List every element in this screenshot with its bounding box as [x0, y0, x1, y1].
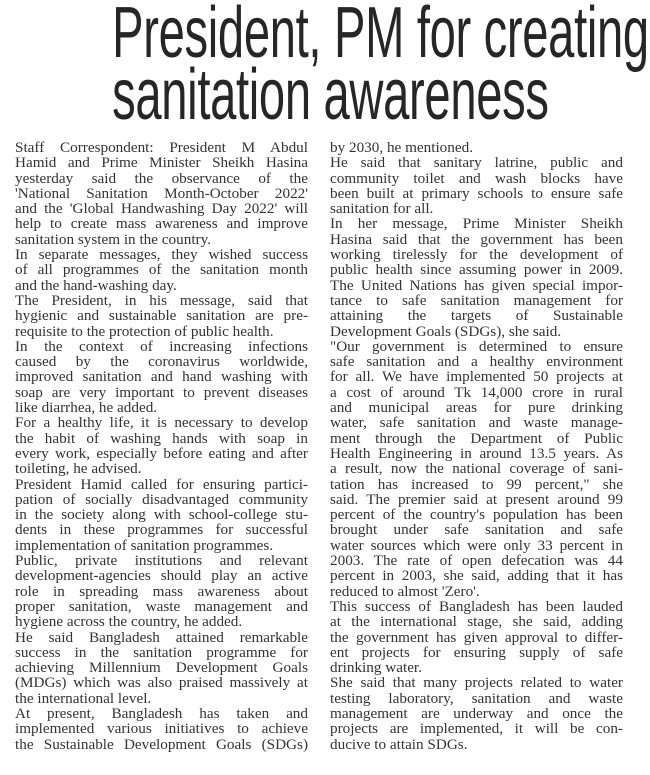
text-line: of all programmes of the sanitation month: [15, 261, 308, 279]
text-line: (MDGs) which was also praised massively at: [15, 674, 308, 692]
article-paragraph: [15, 553, 308, 629]
text-line: President Hamid called for ensuring partici-: [15, 475, 308, 493]
text-line: the habit of washing hands with soap in: [15, 429, 308, 447]
article-paragraph: [15, 293, 308, 339]
text-line: He said that sanitary latrine, public and: [330, 154, 623, 172]
text-line: tation has increased to 99 percent," she: [330, 475, 623, 493]
text-line: success in the sanitation programme for: [15, 643, 308, 661]
text-line: Health Engineering in around 13.5 years. As: [330, 444, 623, 462]
text-line: ducive to attain SDGs.: [330, 735, 468, 753]
article-headline: [0, 0, 650, 135]
text-line: In the context of increasing infections: [15, 337, 308, 355]
article-paragraph: [330, 216, 623, 338]
text-line: public health since assuming power in 2009.: [330, 261, 623, 279]
text-line: For a healthy life, it is necessary to develop: [15, 414, 308, 432]
article-paragraph: [15, 339, 308, 415]
text-line: for all. We have implemented 50 projects at: [330, 368, 623, 386]
article-paragraph: [15, 706, 308, 752]
text-line: safe sanitation and a healthy environment: [330, 353, 623, 371]
article-paragraph: [15, 415, 308, 476]
article-paragraph: [330, 599, 623, 675]
text-line: by 2030, he mentioned.: [330, 139, 473, 156]
text-line: implementation of sanitation programmes.: [15, 536, 274, 554]
text-line: ment through the Department of Public: [330, 429, 623, 447]
text-line: attaining the targets of Sustainable: [330, 307, 623, 325]
article-paragraph: [15, 140, 308, 247]
text-line: and the 'Global Handwashing Day 2022' will: [15, 200, 308, 218]
text-line: Public, private institutions and relevant: [15, 552, 308, 570]
text-line: Staff Correspondent: President M Abdul: [15, 139, 308, 156]
headline-line-2: sanitation awareness: [112, 55, 549, 135]
headline-line-1: President, PM for creating: [112, 0, 649, 73]
article-column-right: [330, 140, 623, 752]
text-line: percent of the country's population has been: [330, 506, 623, 524]
article-paragraph: [15, 630, 308, 706]
text-line: testing laboratory, sanitation and waste: [330, 689, 623, 707]
text-line: 2003. The rate of open defecation was 44: [330, 552, 623, 570]
text-line: improved sanitation and hand washing with: [15, 368, 308, 386]
text-line: soap are very important to prevent diseases: [15, 383, 308, 401]
text-line: Hamid and Prime Minister Sheikh Hasina: [15, 154, 308, 172]
text-line: sanitation for all.: [330, 200, 434, 218]
text-line: every work, especially before eating and after: [15, 444, 308, 462]
text-line: sanitation system in the country.: [15, 230, 211, 248]
text-line: at the international stage, she said, adding: [330, 613, 623, 631]
text-line: Hasina said that the government has been: [330, 230, 623, 248]
text-line: management are underway and once the: [330, 704, 623, 722]
article-paragraph: [330, 155, 623, 216]
article-paragraph: [15, 477, 308, 553]
text-line: been built at primary schools to ensure safe: [330, 184, 623, 202]
text-line: tance to safe sanitation management for: [330, 291, 623, 309]
text-line: implemented various initiatives to achieve: [15, 720, 308, 738]
text-line: the Sustainable Development Goals (SDGs): [15, 735, 308, 753]
text-line: toileting, he advised.: [15, 460, 142, 478]
text-line: drinking water.: [330, 659, 422, 677]
text-line: achieving Millennium Development Goals: [15, 659, 308, 677]
article-column-left: [15, 140, 308, 752]
text-line: In her message, Prime Minister Sheikh: [330, 215, 623, 233]
text-line: reduced to almost 'Zero'.: [330, 582, 480, 600]
text-line: and municipal areas for pure drinking: [330, 399, 623, 417]
text-line: This success of Bangladesh has been lauded: [330, 597, 623, 615]
text-line: She said that many projects related to water: [330, 674, 623, 692]
text-line: the government has given approval to differ-: [330, 628, 623, 646]
text-line: projects are implemented, it will be con-: [330, 720, 623, 738]
text-line: The United Nations has given special impor-: [330, 276, 623, 294]
text-line: "Our government is determined to ensure: [330, 337, 623, 355]
text-line: At present, Bangladesh has taken and: [15, 704, 308, 722]
text-line: Development Goals (SDGs), she said.: [330, 322, 562, 340]
text-line: hygienic and sustainable sanitation are pre-: [15, 307, 308, 325]
text-line: a result, now the national coverage of sani-: [330, 460, 623, 478]
text-line: ent projects for ensuring supply of safe: [330, 643, 623, 661]
text-line: said. The premier said at present around 99: [330, 490, 623, 508]
article-paragraph: [330, 339, 623, 599]
article-paragraph: [330, 675, 623, 751]
text-line: In separate messages, they wished success: [15, 246, 308, 264]
text-line: water sources which were only 33 percent in: [330, 536, 623, 554]
text-line: yesterday said the observance of the: [15, 169, 308, 187]
text-line: water, safe sanitation and waste manage-: [330, 414, 623, 432]
text-line: proper sanitation, waste management and: [15, 597, 308, 615]
text-line: percent in 2003, she said, adding that it has: [330, 567, 623, 585]
text-line: a cost of around Tk 14,000 crore in rural: [330, 383, 623, 401]
article-paragraph: [330, 140, 623, 155]
text-line: working tirelessly for the development of: [330, 246, 623, 264]
text-line: the international level.: [15, 689, 152, 707]
text-line: brought under safe sanitation and safe: [330, 521, 623, 539]
text-line: development-agencies should play an active: [15, 567, 308, 585]
text-line: and the hand-washing day.: [15, 276, 177, 294]
text-line: caused by the coronavirus worldwide,: [15, 353, 308, 371]
text-line: help to create mass awareness and improve: [15, 215, 308, 233]
text-line: hygiene across the country, he added.: [15, 613, 243, 631]
text-line: community toilet and wash blocks have: [330, 169, 623, 187]
text-line: The President, in his message, said that: [15, 291, 308, 309]
text-line: role in spreading mass awareness about: [15, 582, 308, 600]
text-line: requisite to the protection of public health.: [15, 322, 274, 340]
article-paragraph: [15, 247, 308, 293]
text-line: dents in these programmes for successful: [15, 521, 308, 539]
text-line: He said Bangladesh attained remarkable: [15, 628, 308, 646]
text-line: like diarrhea, he added.: [15, 399, 158, 417]
text-line: pation of socially disadvantaged community: [15, 490, 308, 508]
text-line: 'National Sanitation Month-October 2022': [15, 184, 308, 202]
text-line: in the society along with school-college stu-: [15, 506, 308, 524]
